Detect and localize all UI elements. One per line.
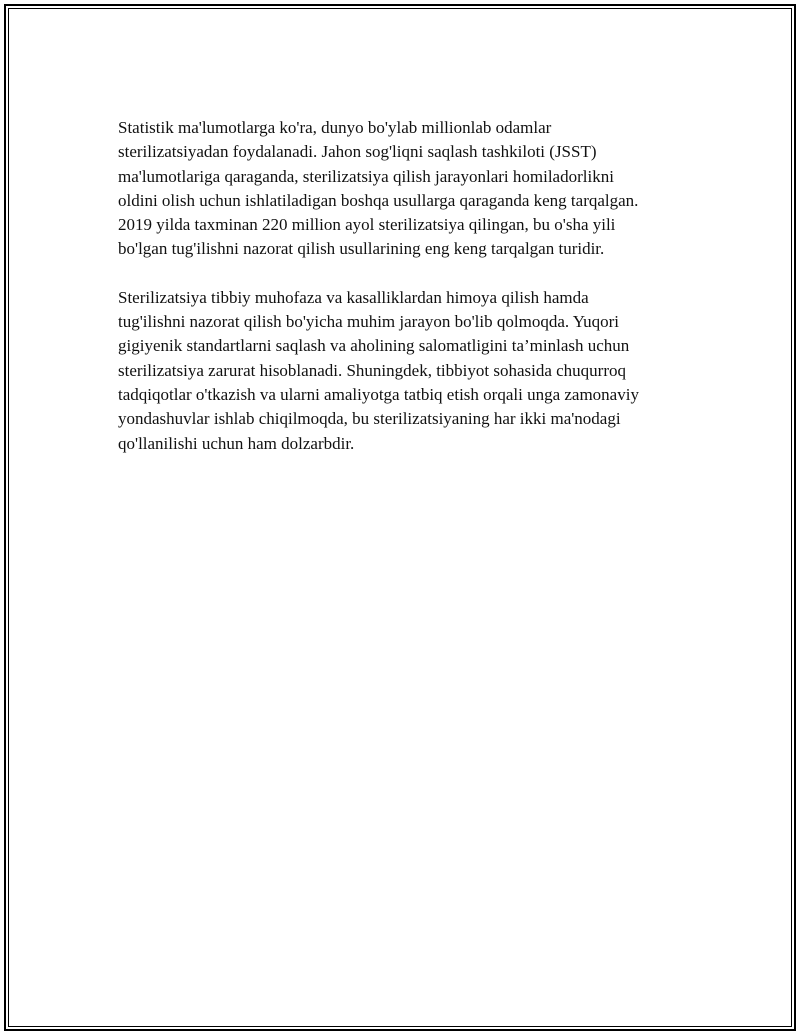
paragraph-2 [118, 286, 678, 456]
document-body [118, 116, 678, 480]
paragraph-line: Sterilizatsiya tibbiy muhofaza va kasalliklardan himoya qilish hamda [118, 287, 589, 307]
paragraph-line: tug'ilishni nazorat qilish bo'yicha muhim jarayon bo'lib qolmoqda. Yuqori [118, 312, 620, 332]
paragraph-line: ma'lumotlariga qaraganda, sterilizatsiya qilish jarayonlari homiladorlikni [118, 166, 614, 186]
paragraph-line: gigiyenik standartlarni saqlash va aholining salomatligini ta’minlash uchun [118, 336, 630, 356]
paragraph-line: oldini olish uchun ishlatiladigan boshqa usullarga qaraganda keng tarqalgan. [118, 190, 639, 210]
paragraph-line: sterilizatsiyadan foydalanadi. Jahon sog'liqni saqlash tashkiloti (JSST) [118, 142, 597, 162]
paragraph-1 [118, 116, 678, 262]
paragraph-line: bo'lgan tug'ilishni nazorat qilish usullarining eng keng tarqalgan turidir. [118, 239, 605, 259]
paragraph-line: 2019 yilda taxminan 220 million ayol sterilizatsiya qilingan, bu o'sha yili [118, 215, 616, 235]
paragraph-line: qo'llanilishi uchun ham dolzarbdir. [118, 433, 355, 453]
paragraph-line: yondashuvlar ishlab chiqilmoqda, bu sterilizatsiyaning har ikki ma'nodagi [118, 409, 621, 429]
paragraph-line: tadqiqotlar o'tkazish va ularni amaliyotga tatbiq etish orqali unga zamonaviy [118, 384, 639, 404]
paragraph-line: Statistik ma'lumotlarga ko'ra, dunyo bo'ylab millionlab odamlar [118, 118, 552, 137]
paragraph-line: sterilizatsiya zarurat hisoblanadi. Shuningdek, tibbiyot sohasida chuqurroq [118, 360, 626, 380]
